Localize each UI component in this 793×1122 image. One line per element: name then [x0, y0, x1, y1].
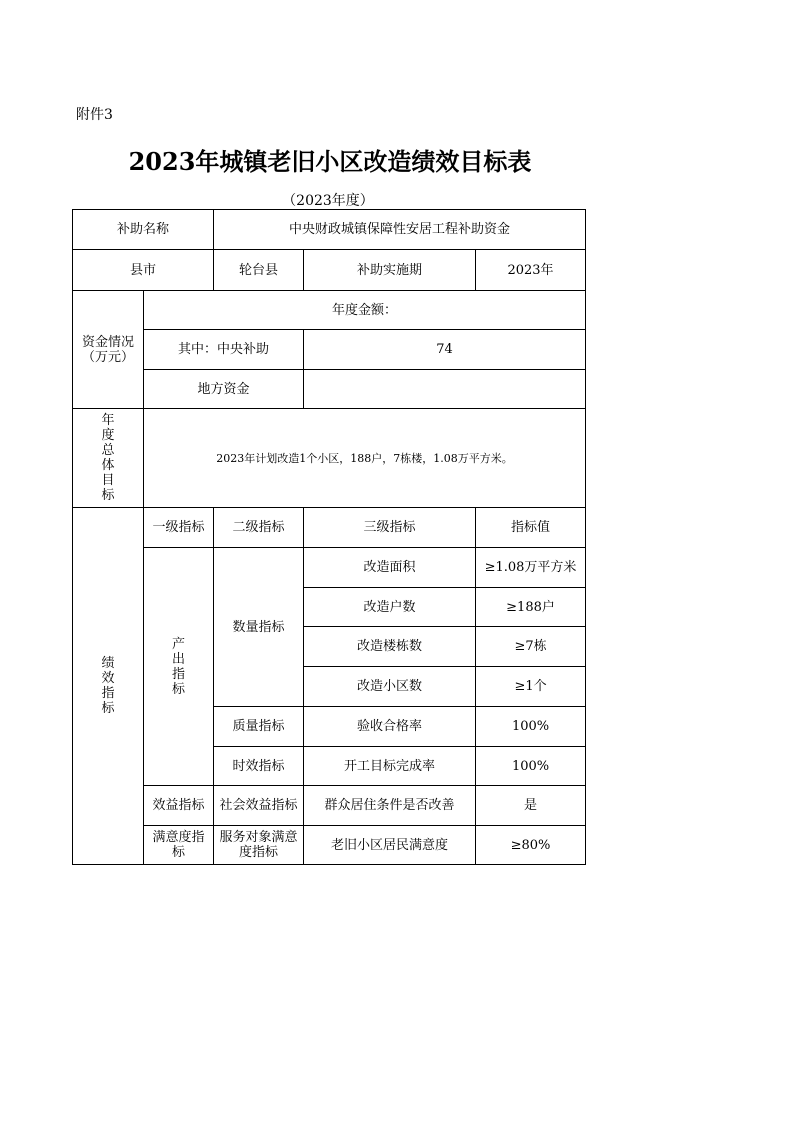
- subsidy-name-value: 中央财政城镇保障性安居工程补助资金: [214, 210, 586, 250]
- benefit-indicator-label: 效益指标: [144, 786, 214, 826]
- annual-goal-label: [73, 409, 144, 508]
- indicator-name: 改造小区数: [304, 667, 476, 707]
- page-title: 2023年城镇老旧小区改造绩效目标表: [128, 147, 532, 176]
- funds-label-text: 资金情况（万元）: [81, 334, 134, 365]
- indicator-value: 100%: [476, 707, 586, 747]
- performance-target-table: [72, 209, 586, 865]
- county-label: 县市: [73, 250, 214, 291]
- timeliness-indicator-label: 时效指标: [214, 747, 304, 786]
- page-subtitle: （2023年度）: [282, 193, 374, 209]
- indicator-name: 开工目标完成率: [304, 747, 476, 786]
- indicators-section-label-text: 绩效指标: [101, 656, 115, 716]
- local-funds-label: 地方资金: [144, 370, 304, 409]
- output-indicator-label: [144, 548, 214, 786]
- annex-label: 附件3: [76, 107, 113, 123]
- local-funds-value: [304, 370, 586, 409]
- annual-goal-text: 2023年计划改造1个小区，188户，7栋楼，1.08万平方米。: [144, 409, 586, 508]
- header-level1: 一级指标: [144, 508, 214, 548]
- indicator-value: 是: [476, 786, 586, 826]
- indicator-value: ≥80%: [476, 826, 586, 865]
- subsidy-name-label: 补助名称: [73, 210, 214, 250]
- output-indicator-label-text: 产出指标: [171, 636, 185, 697]
- indicator-value: ≥7栋: [476, 627, 586, 667]
- header-level2: 二级指标: [214, 508, 304, 548]
- quantity-indicator-label: 数量指标: [214, 548, 304, 707]
- service-satisfaction-indicator-label: 服务对象满意度指标: [214, 826, 304, 865]
- header-level3: 三级指标: [304, 508, 476, 548]
- annual-amount-label: 年度金额：: [144, 291, 586, 330]
- indicator-name: 改造户数: [304, 588, 476, 627]
- annual-goal-label-text: 年度总体目标: [101, 413, 115, 503]
- indicator-name: 改造面积: [304, 548, 476, 588]
- period-value: 2023年: [476, 250, 586, 291]
- satisfaction-indicator-label: 满意度指标: [144, 826, 214, 865]
- social-benefit-indicator-label: 社会效益指标: [214, 786, 304, 826]
- indicators-section-label: [73, 508, 144, 865]
- county-value: 轮台县: [214, 250, 304, 291]
- indicator-value: 100%: [476, 747, 586, 786]
- indicator-name: 老旧小区居民满意度: [304, 826, 476, 865]
- indicator-name: 群众居住条件是否改善: [304, 786, 476, 826]
- central-subsidy-label: 其中：中央补助: [144, 330, 304, 370]
- indicator-value: ≥1.08万平方米: [476, 548, 586, 588]
- period-label: 补助实施期: [304, 250, 476, 291]
- indicator-name: 改造楼栋数: [304, 627, 476, 667]
- quality-indicator-label: 质量指标: [214, 707, 304, 747]
- header-value: 指标值: [476, 508, 586, 548]
- indicator-value: ≥1个: [476, 667, 586, 707]
- indicator-value: ≥188户: [476, 588, 586, 627]
- central-subsidy-value: 74: [304, 330, 586, 370]
- indicator-name: 验收合格率: [304, 707, 476, 747]
- funds-label: [73, 291, 144, 409]
